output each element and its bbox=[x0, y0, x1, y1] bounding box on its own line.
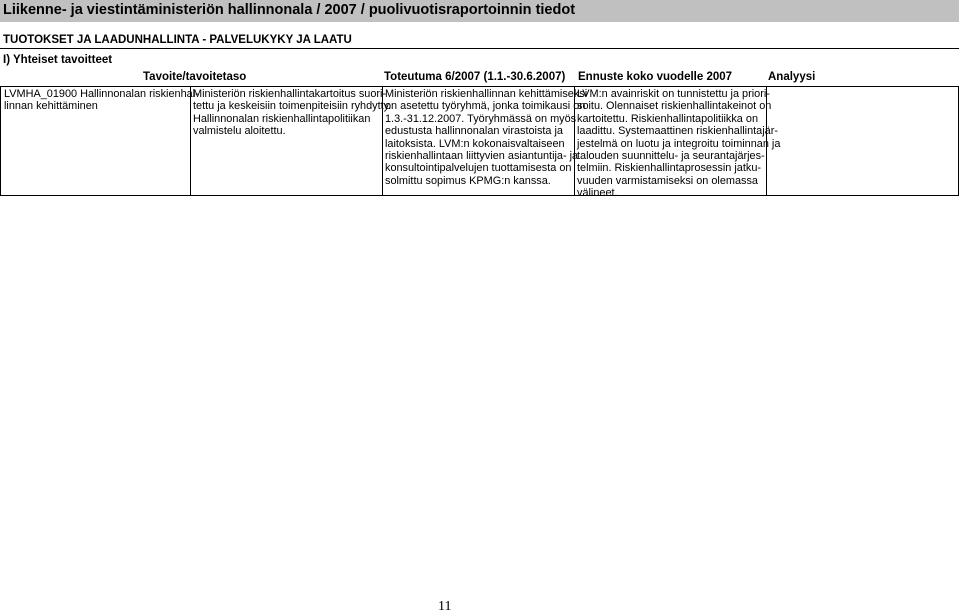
cell-line: on asetettu työryhmä, jonka toimikausi on bbox=[385, 100, 586, 113]
cell-line: riskienhallintaan liittyvien asiantuntija- ja bbox=[385, 150, 579, 163]
col-header-analysis: Analyysi bbox=[768, 71, 816, 83]
cell-line: talouden suunnittelu- ja seurantajärjes- bbox=[577, 150, 765, 163]
cell-line: solmittu sopimus KPMG:n kanssa. bbox=[385, 174, 551, 187]
cell-line: valmistelu aloitettu. bbox=[193, 125, 286, 138]
cell-line: kartoitettu. Riskienhallintapolitiikka on bbox=[577, 112, 758, 125]
cell-line: laadittu. Systemaattinen riskienhallintajär- bbox=[577, 125, 778, 138]
cell-forecast bbox=[577, 88, 780, 200]
cell-target bbox=[193, 88, 391, 138]
cell-line: Ministeriön riskienhallintakartoitus suori- bbox=[193, 88, 387, 100]
cell-line: LVMHA_01900 Hallinnonalan riskienhal- bbox=[4, 88, 199, 100]
cell-id bbox=[4, 88, 199, 113]
document-title: Liikenne- ja viestintäministeriön hallinnonala / 2007 / puolivuotisraportoinnin tiedot bbox=[3, 2, 576, 18]
col-header-target: Tavoite/tavoitetaso bbox=[143, 71, 247, 83]
col-divider bbox=[0, 86, 1, 196]
title-bar bbox=[0, 0, 959, 22]
cell-line: vuuden varmistamiseksi on olemassa bbox=[577, 174, 758, 187]
divider bbox=[0, 48, 959, 49]
page-number: 11 bbox=[438, 599, 452, 614]
cell-line: Ministeriön riskienhallinnan kehittämiseksi bbox=[385, 88, 588, 100]
cell-line: laitoksista. LVM:n kokonaisvaltaiseen bbox=[385, 137, 565, 150]
cell-line: telmiin. Riskienhallintaprosessin jatku- bbox=[577, 162, 762, 175]
header-divider bbox=[0, 86, 959, 87]
cell-line: tettu ja keskeisiin toimenpiteisiin ryhdytty. bbox=[193, 100, 392, 113]
cell-line: soitu. Olennaiset riskienhallintakeinot on bbox=[577, 100, 772, 113]
cell-line: linnan kehittäminen bbox=[4, 100, 98, 113]
col-header-realization: Toteutuma 6/2007 (1.1.-30.6.2007) bbox=[384, 71, 566, 83]
row-bottom-border bbox=[0, 195, 959, 196]
cell-line: välineet. bbox=[577, 187, 618, 200]
cell-realization bbox=[385, 88, 587, 187]
cell-line: 1.3.-31.12.2007. Työryhmässä on myös bbox=[385, 112, 577, 125]
section-heading: TUOTOKSET JA LAADUNHALLINTA - PALVELUKYKY JA LAATU bbox=[3, 34, 352, 46]
cell-line: jestelmä on luotu ja integroitu toiminnan ja bbox=[577, 137, 781, 150]
cell-line: konsultointipalvelujen tuottamisesta on bbox=[385, 162, 572, 175]
col-header-forecast: Ennuste koko vuodelle 2007 bbox=[578, 71, 733, 83]
cell-line: LVM:n avainriskit on tunnistettu ja priori- bbox=[577, 88, 770, 100]
subsection-heading: I) Yhteiset tavoitteet bbox=[3, 54, 113, 66]
cell-line: Hallinnonalan riskienhallintapolitiikan bbox=[193, 112, 371, 125]
cell-line: edustusta hallinnonalan virastoista ja bbox=[385, 125, 563, 138]
